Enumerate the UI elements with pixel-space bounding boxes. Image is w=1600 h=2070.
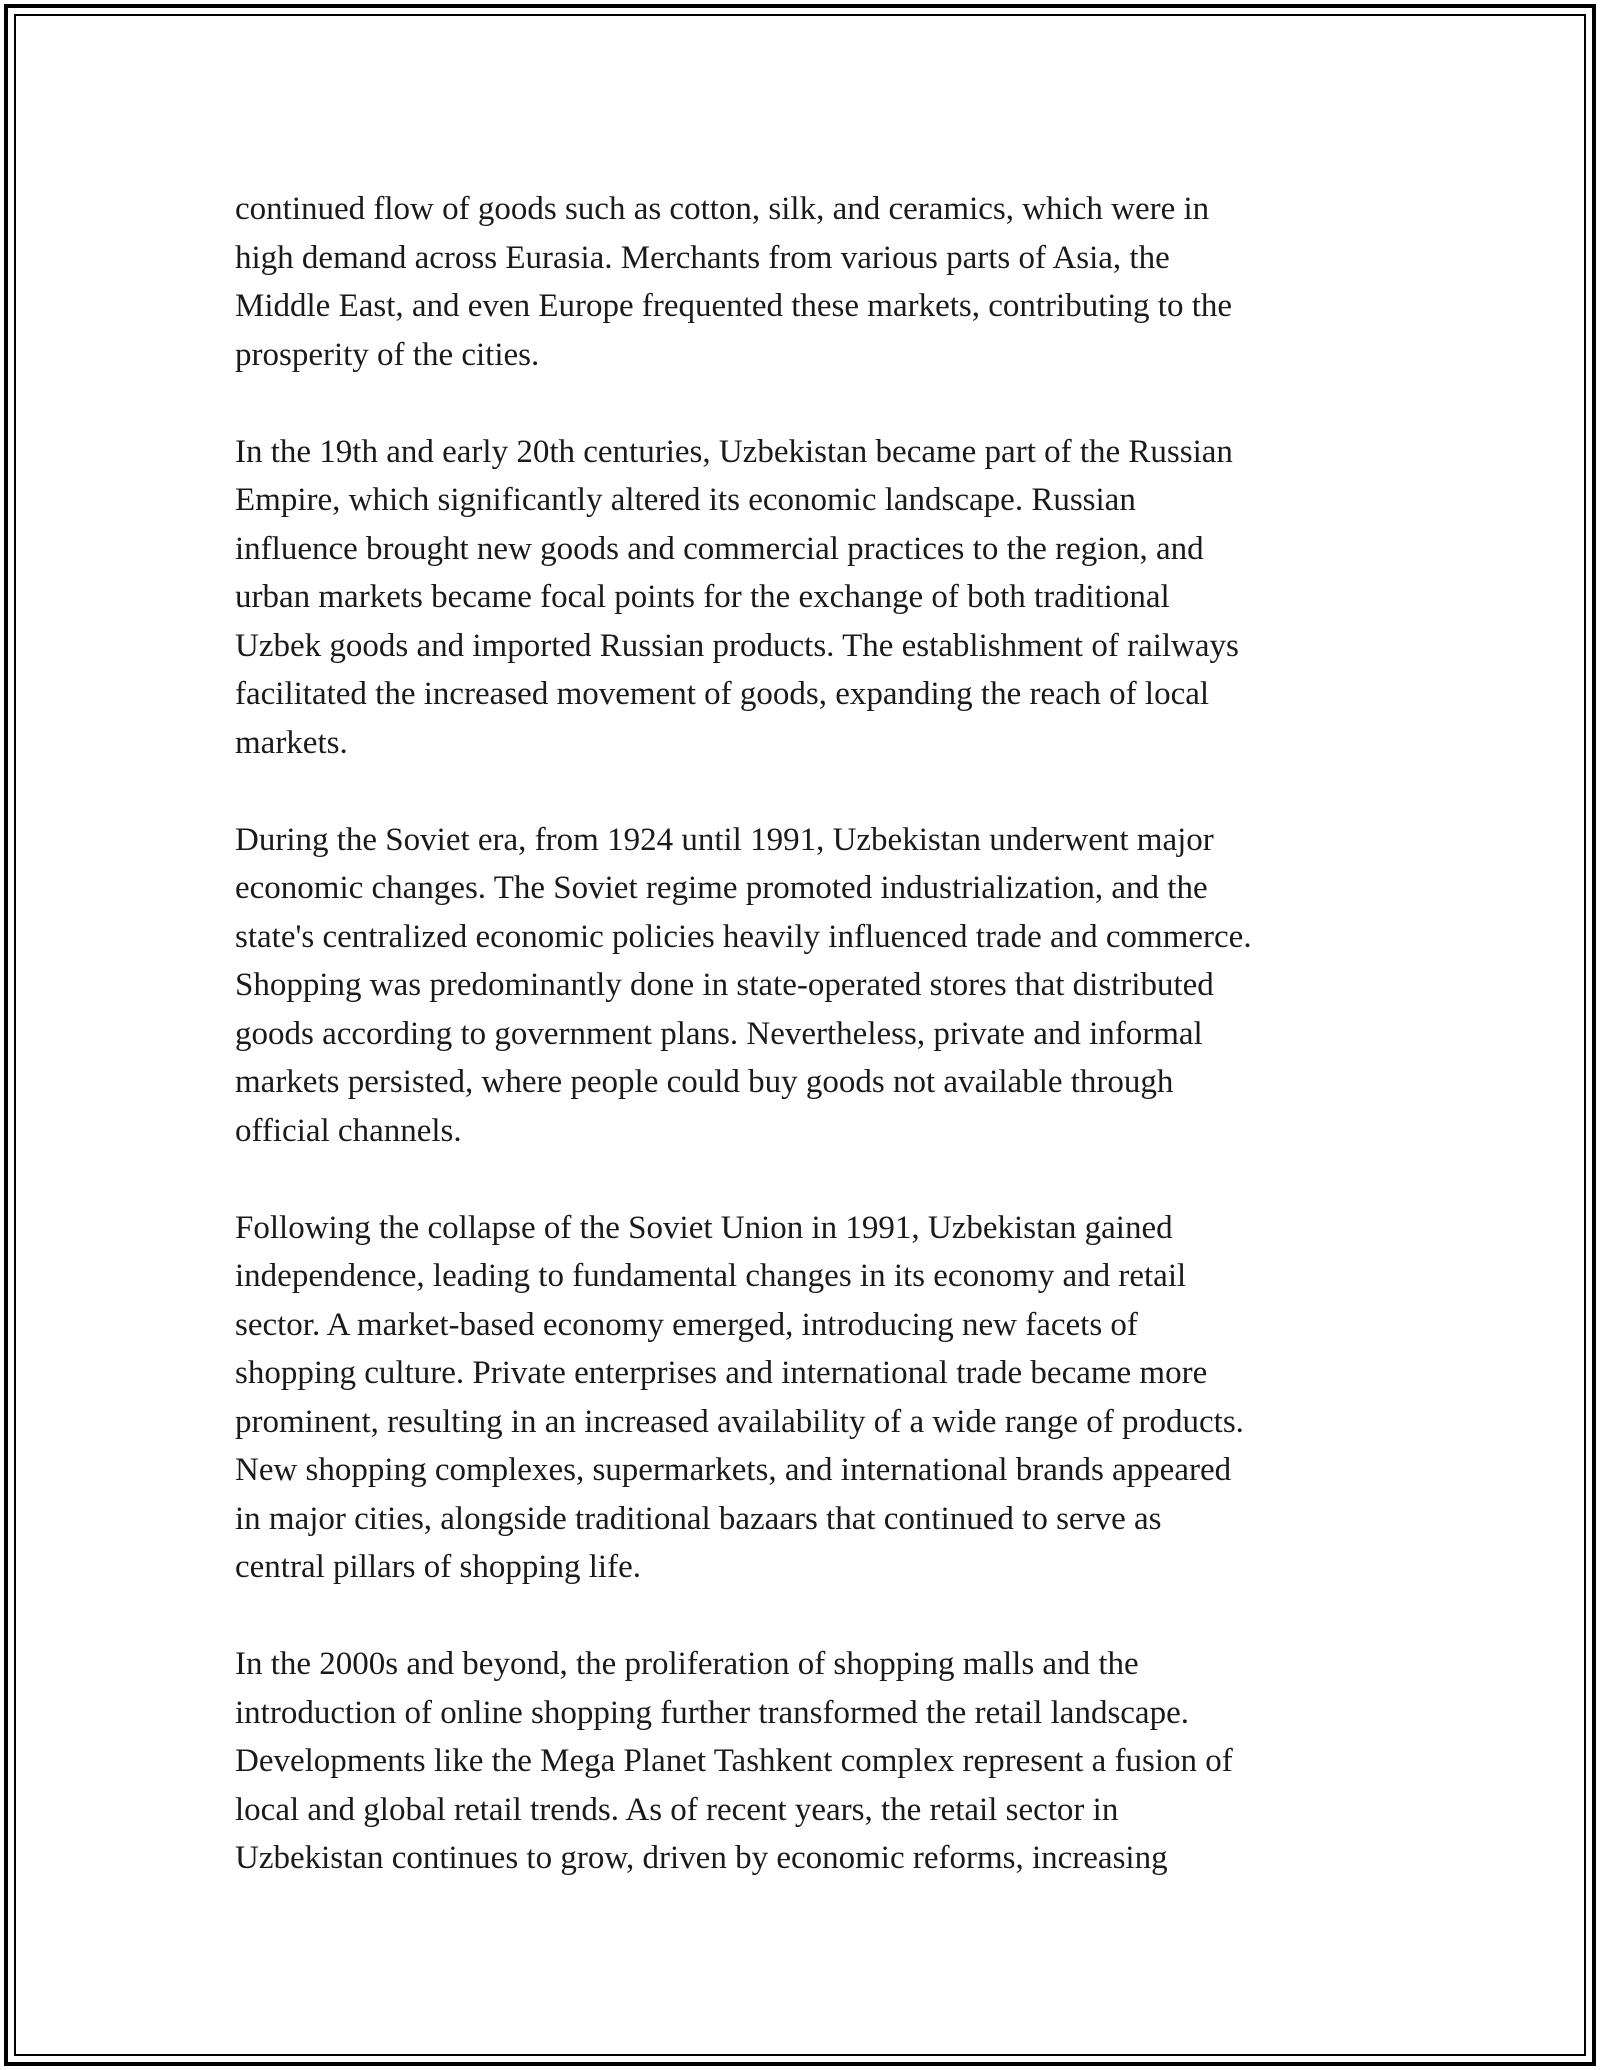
- paragraph-3: [235, 816, 1385, 1156]
- text-line: Shopping was predominantly done in state-operated stores that distributed: [235, 967, 1214, 1003]
- text-line: markets persisted, where people could buy goods not available through: [235, 1064, 1174, 1100]
- text-line: markets.: [235, 724, 348, 761]
- paragraph-5: [235, 1640, 1385, 1883]
- text-line: shopping culture. Private enterprises and international trade became more: [235, 1355, 1208, 1391]
- text-line: goods according to government plans. Nevertheless, private and informal: [235, 1015, 1203, 1052]
- text-line: state's centralized economic policies heavily influenced trade and commerce.: [235, 918, 1252, 955]
- text-line: facilitated the increased movement of goods, expanding the reach of local: [235, 676, 1210, 712]
- text-line: official channels.: [235, 1112, 462, 1149]
- text-line: Middle East, and even Europe frequented these markets, contributing to the: [235, 288, 1233, 324]
- text-line: prosperity of the cities.: [235, 336, 540, 373]
- document-body: [235, 185, 1385, 1883]
- text-line: New shopping complexes, supermarkets, and international brands appeared: [235, 1452, 1232, 1488]
- text-line: In the 2000s and beyond, the proliferation of shopping malls and the: [235, 1646, 1139, 1682]
- text-line: During the Soviet era, from 1924 until 1991, Uzbekistan underwent major: [235, 821, 1214, 858]
- text-line: central pillars of shopping life.: [235, 1549, 641, 1585]
- text-line: economic changes. The Soviet regime promoted industrialization, and the: [235, 870, 1208, 906]
- text-line: urban markets became focal points for the exchange of both traditional: [235, 579, 1170, 615]
- text-line: Uzbekistan continues to grow, driven by economic reforms, increasing: [235, 1840, 1168, 1876]
- text-line: Following the collapse of the Soviet Union in 1991, Uzbekistan gained: [235, 1209, 1173, 1246]
- text-line: Developments like the Mega Planet Tashkent complex represent a fusion of: [235, 1743, 1233, 1779]
- text-line: influence brought new goods and commercial practices to the region, and: [235, 530, 1204, 567]
- text-line: introduction of online shopping further transformed the retail landscape.: [235, 1694, 1189, 1731]
- paragraph-2: [235, 428, 1385, 768]
- text-line: In the 19th and early 20th centuries, Uzbekistan became part of the Russian: [235, 433, 1233, 470]
- text-line: Empire, which significantly altered its economic landscape. Russian: [235, 482, 1136, 518]
- text-line: high demand across Eurasia. Merchants from various parts of Asia, the: [235, 239, 1170, 276]
- text-line: local and global retail trends. As of recent years, the retail sector in: [235, 1791, 1119, 1828]
- paragraph-1: [235, 185, 1385, 379]
- paragraph-4: [235, 1204, 1385, 1592]
- text-line: sector. A market-based economy emerged, introducing new facets of: [235, 1306, 1138, 1343]
- text-line: independence, leading to fundamental changes in its economy and retail: [235, 1258, 1187, 1294]
- text-line: continued flow of goods such as cotton, silk, and ceramics, which were in: [235, 191, 1210, 227]
- text-line: Uzbek goods and imported Russian products. The establishment of railways: [235, 627, 1239, 664]
- text-line: prominent, resulting in an increased availability of a wide range of products.: [235, 1403, 1244, 1440]
- text-line: in major cities, alongside traditional bazaars that continued to serve as: [235, 1500, 1162, 1537]
